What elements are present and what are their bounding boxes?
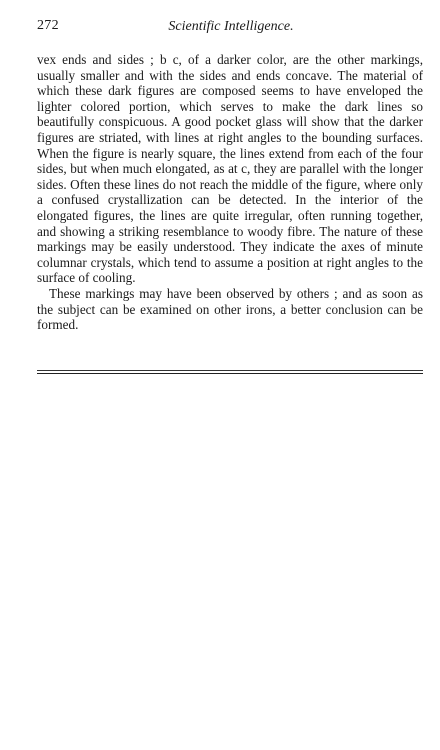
- page-header: [37, 18, 425, 38]
- paragraph-conclusion: These markings may have been observed by others ; and as soon as the subject can be examined on other irons, a better conclusion can be formed.: [37, 285, 423, 333]
- section-end-rule: [37, 370, 423, 376]
- paragraph-continued: vex ends and sides ; b c, of a darker color, are the other markings, usually smaller and with the sides and ends concave. The material of which these dark figures are composed seems to have enveloped the lighter colored portion, which serves to make the dark lines so beautifully conspicuous. A good pocket glass will show that the darker figures are striated, with lines at right angles to the bounding surfaces. When the figure is nearly square, the lines extend from each of the four sides, but when much elongated, as at c, they are parallel with the longer sides. Often these lines do not reach the middle of the figure, where only a confused crystallization can be detected. In the interior of the elongated figures, the lines are quite irregular, often running together, and showing a striking resemblance to woody fibre. The nature of these markings may be easily understood. They indicate the axes of minute columnar crystals, which tend to assume a position at right angles to the surface of cooling.: [37, 52, 423, 286]
- divider-line-top: [37, 370, 423, 371]
- running-title: Scientific Intelligence.: [168, 19, 294, 34]
- page-number: 272: [37, 18, 59, 33]
- divider-line-bottom: [37, 373, 423, 374]
- article-body: [37, 52, 423, 333]
